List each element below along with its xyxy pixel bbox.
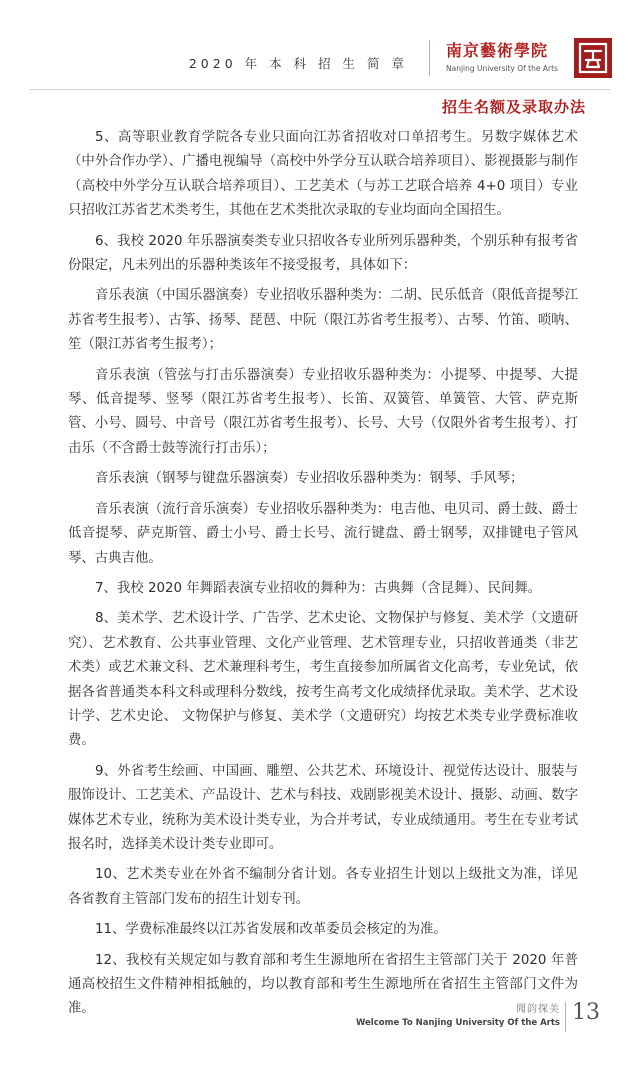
paragraph-orchestral-instruments: 音乐表演（管弦与打击乐器演奏）专业招收乐器种类为：小提琴、中提琴、大提琴、低音提琴、竖琴（限江苏省考生报考）、长笛、双簧管、单簧管、大管、萨克斯管、小号、圆号、中音号（限江苏省考生报考）、长号、大号（仅限外省考生报考）、打击乐（不含爵士鼓等流行打击乐）； [68, 367, 578, 456]
body-text [68, 126, 578, 1028]
paragraph-10: 10、艺术类专业在外省不编制分省计划。各专业招生计划以上级批文为准，详见各省教育主管部门发布的招生计划专刊。 [68, 867, 578, 907]
paragraph-9: 9、外省考生绘画、中国画、雕塑、公共艺术、环境设计、视觉传达设计、服装与服饰设计、工艺美术、产品设计、艺术与科技、戏剧影视美术设计、摄影、动画、数字媒体艺术专业，统称为美术设计类专业，为合并考试，专业成绩通用。考生在专业考试报名时，选择美术设计类专业即可。 [68, 763, 578, 852]
paragraph-6: 6、我校 2020 年乐器演奏类专业只招收各专业所列乐器种类，个别乐种有报考省份限定，凡未列出的乐器种类该年不接受报考，具体如下： [68, 233, 578, 274]
footer-slogan-cn: 聞韵探美 [516, 1004, 560, 1015]
paragraph-keyboard-instruments: 音乐表演（钢琴与键盘乐器演奏）专业招收乐器种类为：钢琴、手风琴； [95, 471, 524, 487]
header-rule [30, 89, 610, 90]
school-logo-text: 南京藝術學院 [446, 41, 549, 60]
page-header [0, 0, 640, 90]
page-footer [356, 1003, 560, 1029]
section-title: 招生名额及录取办法 [441, 98, 586, 116]
school-name-english: Nanjing University Of the Arts [446, 64, 558, 73]
paragraph-11: 11、学费标准最终以江苏省发展和改革委员会核定的为准。 [95, 922, 447, 938]
footer-divider [565, 1002, 566, 1032]
paragraph-chinese-instruments: 音乐表演（中国乐器演奏）专业招收乐器种类为：二胡、民乐低音（限低音提琴江苏省考生报考）、古筝、扬琴、琵琶、中阮（限江苏省考生报考）、古琴、竹笛、唢呐、笙（限江苏省考生报考）； [68, 288, 578, 353]
paragraph-5: 5、高等职业教育学院各专业只面向江苏省招收对口单招考生。另数字媒体艺术（中外合作办学）、广播电视编导（高校中外学分互认联合培养项目）、影视摄影与制作（高校中外学分互认联合培养项目）、工艺美术（与苏工艺联合培养 4+0 项目）专业只招收江苏省艺术类考生，其他在艺术类批次录取的专业均面向全国招生。 [68, 130, 578, 219]
paragraph-pop-instruments: 音乐表演（流行音乐演奏）专业招收乐器种类为：电吉他、电贝司、爵士鼓、爵士低音提琴、萨克斯管、爵士小号、爵士长号、流行键盘、爵士钢琴，双排键电子管风琴、古典吉他。 [68, 501, 578, 566]
footer-slogan-en: Welcome To Nanjing University Of the Arts [355, 1018, 560, 1028]
page-number: 13 [572, 1000, 600, 1025]
paragraph-7: 7、我校 2020 年舞蹈表演专业招收的舞种为：古典舞（含昆舞）、民间舞。 [95, 580, 542, 596]
header-divider [429, 40, 430, 76]
header-title: 2020 年 本 科 招 生 简 章 [188, 56, 408, 71]
seal-icon [574, 38, 612, 78]
paragraph-12: 12、我校有关规定如与教育部和考生生源地所在省招生主管部门关于 2020 年普通高校招生文件精神相抵触的，均以教育部和考生生源地所在省招生主管部门文件为准。 [68, 952, 578, 1017]
school-seal-logo [574, 38, 612, 78]
paragraph-8: 8、美术学、艺术设计学、广告学、艺术史论、文物保护与修复、美术学（文遗研究）、艺术教育、公共事业管理、文化产业管理、艺术管理专业，只招收普通类（非艺术类）或艺术兼文科、艺术兼理科考生，考生直接参加所属省文化高考，专业免试，依据各省普通类本科文科或理科分数线，按考生高考文化成绩择优录取。美术学、艺术设计学、艺术史论、 文物保护与修复、美术学（文遗研究）均按艺术类专业学费标准收费。 [68, 611, 578, 749]
